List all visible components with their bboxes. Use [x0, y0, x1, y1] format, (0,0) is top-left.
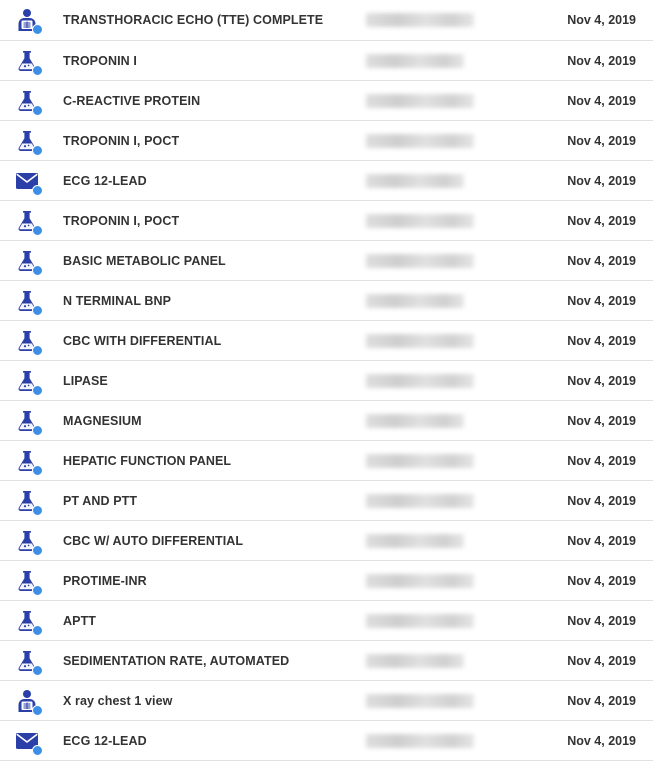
provider-name-redacted: [366, 454, 474, 468]
result-date: Nov 4, 2019: [567, 533, 636, 548]
provider-name-redacted: [366, 374, 474, 388]
result-date: Nov 4, 2019: [567, 693, 636, 708]
status-dot-icon: [32, 745, 43, 756]
result-name: ECG 12-LEAD: [63, 733, 147, 748]
result-row[interactable]: [0, 321, 653, 361]
provider-name-redacted: [366, 54, 464, 68]
result-name: LIPASE: [63, 373, 108, 388]
result-date: Nov 4, 2019: [567, 373, 636, 388]
provider-name-redacted: [366, 734, 474, 748]
result-date: Nov 4, 2019: [567, 453, 636, 468]
result-row[interactable]: [0, 521, 653, 561]
result-date: Nov 4, 2019: [567, 213, 636, 228]
status-dot-icon: [32, 185, 43, 196]
status-dot-icon: [32, 24, 43, 35]
result-name: CBC WITH DIFFERENTIAL: [63, 333, 222, 348]
result-name: PT AND PTT: [63, 493, 138, 508]
result-date: Nov 4, 2019: [567, 413, 636, 428]
result-row[interactable]: [0, 161, 653, 201]
result-name: TROPONIN I: [63, 53, 137, 68]
result-date: Nov 4, 2019: [567, 133, 636, 148]
envelope-icon: [14, 728, 40, 754]
result-date: Nov 4, 2019: [567, 253, 636, 268]
provider-name-redacted: [366, 174, 464, 188]
status-dot-icon: [32, 65, 43, 76]
result-row[interactable]: [0, 281, 653, 321]
result-row[interactable]: [0, 721, 653, 761]
result-name: CBC W/ AUTO DIFFERENTIAL: [63, 533, 244, 548]
result-date: Nov 4, 2019: [567, 613, 636, 628]
provider-name-redacted: [366, 694, 474, 708]
lab-flask-icon: [14, 528, 40, 554]
provider-name-redacted: [366, 13, 474, 27]
result-date: Nov 4, 2019: [567, 733, 636, 748]
result-name: N TERMINAL BNP: [63, 293, 172, 308]
status-dot-icon: [32, 665, 43, 676]
provider-name-redacted: [366, 294, 464, 308]
lab-flask-icon: [14, 408, 40, 434]
status-dot-icon: [32, 265, 43, 276]
result-row[interactable]: [0, 681, 653, 721]
imaging-person-icon: [14, 688, 40, 714]
result-row[interactable]: [0, 601, 653, 641]
provider-name-redacted: [366, 494, 474, 508]
lab-flask-icon: [14, 608, 40, 634]
result-row[interactable]: [0, 361, 653, 401]
provider-name-redacted: [366, 534, 464, 548]
provider-name-redacted: [366, 574, 474, 588]
lab-flask-icon: [14, 248, 40, 274]
result-row[interactable]: [0, 561, 653, 601]
provider-name-redacted: [366, 134, 474, 148]
result-name: HEPATIC FUNCTION PANEL: [63, 453, 232, 468]
provider-name-redacted: [366, 614, 474, 628]
result-name: TROPONIN I, POCT: [63, 213, 180, 228]
lab-flask-icon: [14, 208, 40, 234]
result-row[interactable]: [0, 121, 653, 161]
status-dot-icon: [32, 425, 43, 436]
status-dot-icon: [32, 625, 43, 636]
result-row[interactable]: [0, 241, 653, 281]
result-name: BASIC METABOLIC PANEL: [63, 253, 226, 268]
result-date: Nov 4, 2019: [567, 573, 636, 588]
lab-flask-icon: [14, 648, 40, 674]
provider-name-redacted: [366, 214, 474, 228]
result-name: APTT: [63, 613, 97, 628]
result-name: TRANSTHORACIC ECHO (TTE) COMPLETE: [63, 13, 324, 27]
result-row[interactable]: [0, 401, 653, 441]
result-date: Nov 4, 2019: [567, 493, 636, 508]
status-dot-icon: [32, 505, 43, 516]
result-name: MAGNESIUM: [63, 413, 142, 428]
provider-name-redacted: [366, 414, 464, 428]
status-dot-icon: [32, 545, 43, 556]
result-date: Nov 4, 2019: [567, 13, 636, 27]
lab-flask-icon: [14, 88, 40, 114]
provider-name-redacted: [366, 94, 474, 108]
status-dot-icon: [32, 225, 43, 236]
result-name: TROPONIN I, POCT: [63, 133, 180, 148]
result-date: Nov 4, 2019: [567, 173, 636, 188]
result-date: Nov 4, 2019: [567, 333, 636, 348]
lab-flask-icon: [14, 328, 40, 354]
result-row[interactable]: [0, 41, 653, 81]
provider-name-redacted: [366, 654, 464, 668]
lab-flask-icon: [14, 448, 40, 474]
result-date: Nov 4, 2019: [567, 653, 636, 668]
result-row[interactable]: [0, 0, 653, 41]
lab-flask-icon: [14, 128, 40, 154]
imaging-person-icon: [14, 7, 40, 33]
result-date: Nov 4, 2019: [567, 53, 636, 68]
result-date: Nov 4, 2019: [567, 93, 636, 108]
provider-name-redacted: [366, 334, 474, 348]
status-dot-icon: [32, 345, 43, 356]
provider-name-redacted: [366, 254, 474, 268]
status-dot-icon: [32, 105, 43, 116]
lab-flask-icon: [14, 48, 40, 74]
status-dot-icon: [32, 465, 43, 476]
result-row[interactable]: [0, 201, 653, 241]
lab-flask-icon: [14, 568, 40, 594]
lab-flask-icon: [14, 488, 40, 514]
result-row[interactable]: [0, 81, 653, 121]
lab-flask-icon: [14, 288, 40, 314]
status-dot-icon: [32, 385, 43, 396]
result-row[interactable]: [0, 441, 653, 481]
status-dot-icon: [32, 705, 43, 716]
result-row[interactable]: [0, 641, 653, 681]
result-name: ECG 12-LEAD: [63, 173, 147, 188]
result-name: C-REACTIVE PROTEIN: [63, 93, 201, 108]
result-name: X ray chest 1 view: [63, 693, 173, 708]
result-name: PROTIME-INR: [63, 573, 147, 588]
result-date: Nov 4, 2019: [567, 293, 636, 308]
status-dot-icon: [32, 305, 43, 316]
lab-flask-icon: [14, 368, 40, 394]
result-row[interactable]: [0, 481, 653, 521]
status-dot-icon: [32, 585, 43, 596]
result-name: SEDIMENTATION RATE, AUTOMATED: [63, 653, 290, 668]
status-dot-icon: [32, 145, 43, 156]
envelope-icon: [14, 168, 40, 194]
